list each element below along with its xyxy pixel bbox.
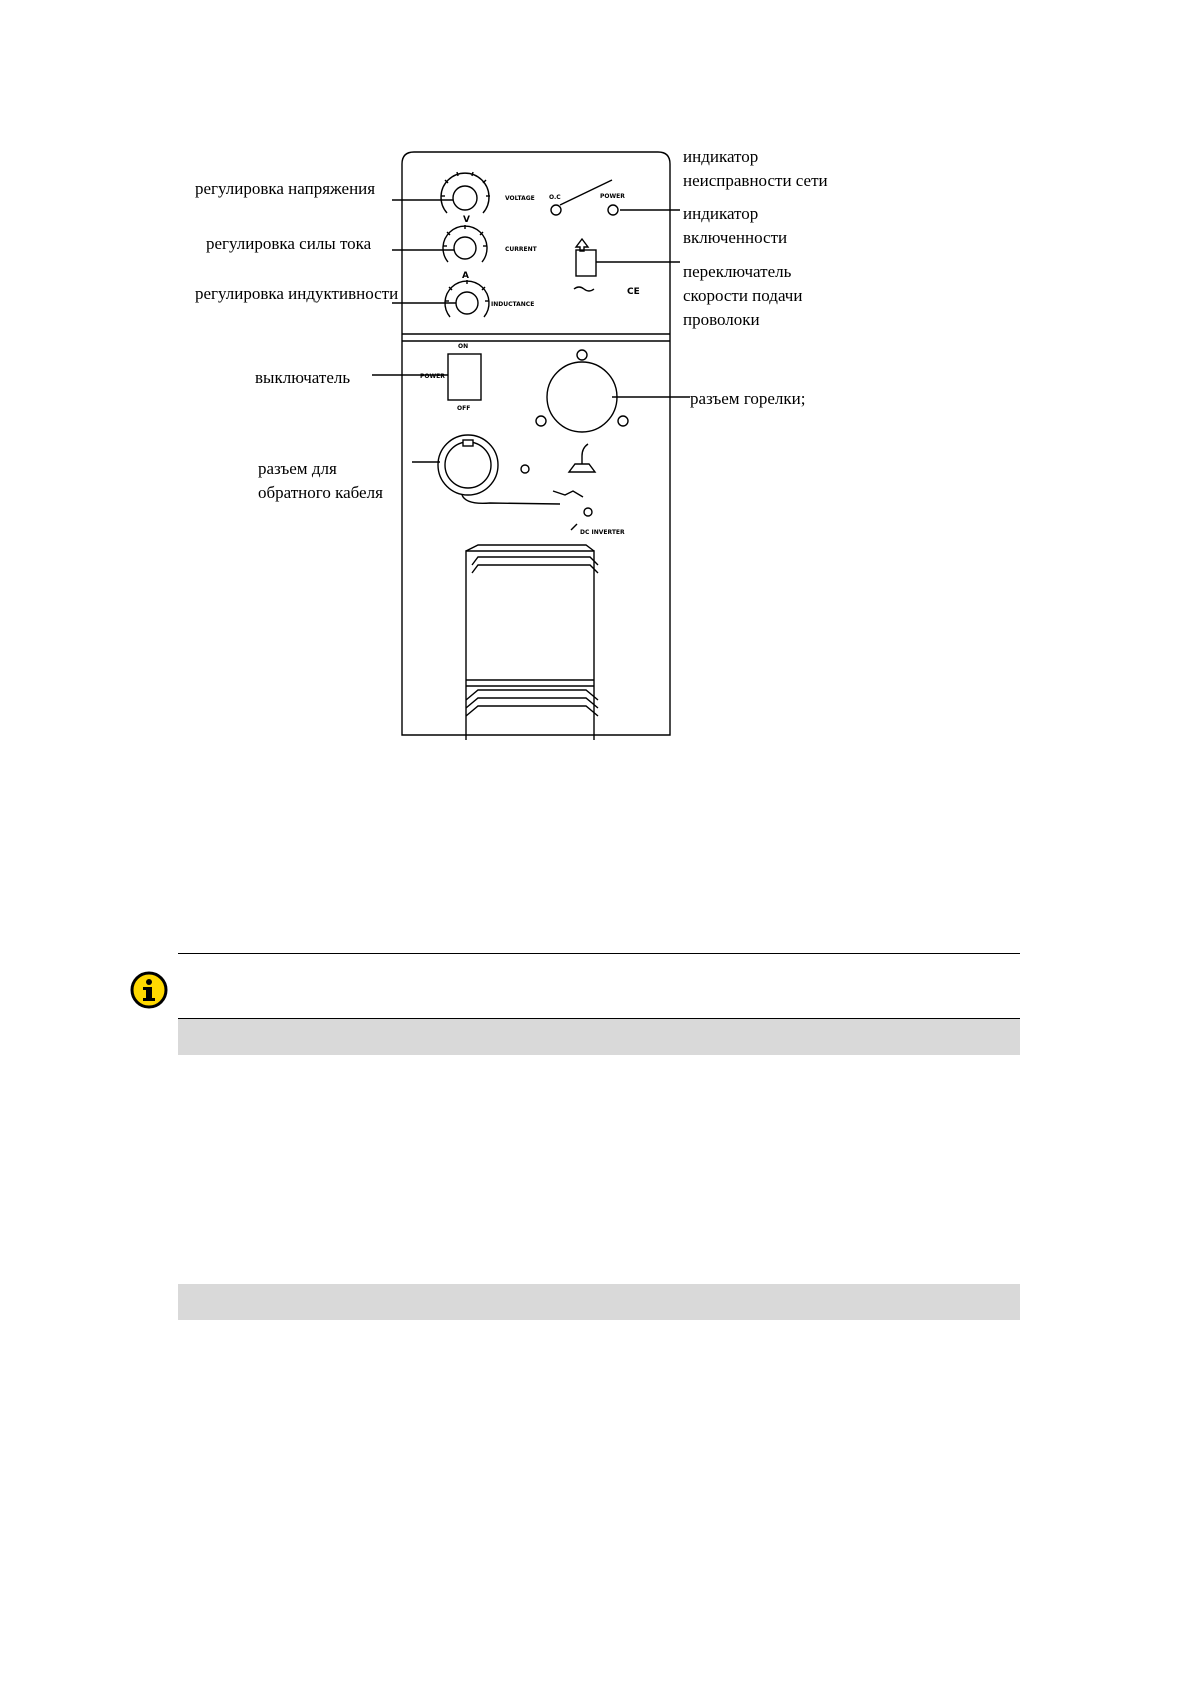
shaded-bar-2 bbox=[178, 1284, 1020, 1320]
current-knob bbox=[443, 225, 487, 262]
panel-outline bbox=[402, 152, 670, 735]
panel-power-text: POWER bbox=[600, 193, 625, 200]
note-top-rule bbox=[178, 953, 1020, 954]
label-fault-indicator: индикатор неисправности сети bbox=[683, 147, 828, 190]
label-return-cable: разъем для обратного кабеля bbox=[258, 459, 383, 502]
inductance-knob bbox=[445, 280, 489, 317]
panel-ce-text: CE bbox=[627, 287, 640, 297]
torch-connector bbox=[547, 362, 617, 432]
power-indicator-lamp bbox=[608, 205, 618, 215]
panel-oc-text: O.C bbox=[549, 194, 561, 201]
fault-indicator-lamp bbox=[551, 205, 561, 215]
label-power-indicator: индикатор включенности bbox=[683, 204, 788, 247]
shaded-bar-1 bbox=[178, 1019, 1020, 1055]
power-switch bbox=[448, 354, 481, 400]
wire-speed-switch bbox=[576, 250, 596, 276]
panel-power-switch-text: POWER bbox=[420, 373, 445, 380]
label-inductance-adjust: регулировка индуктивности bbox=[195, 284, 399, 303]
voltage-knob bbox=[441, 172, 490, 213]
panel-current-text: CURRENT bbox=[505, 246, 537, 253]
label-power-switch: выключатель bbox=[255, 368, 351, 387]
panel-dc-inverter-text: DC INVERTER bbox=[580, 529, 625, 536]
label-torch-connector: разъем горелки; bbox=[690, 389, 806, 408]
info-icon bbox=[130, 971, 168, 1009]
label-current-adjust: регулировка силы тока bbox=[206, 234, 372, 253]
label-voltage-adjust: регулировка напряжения bbox=[195, 179, 376, 198]
panel-inductance-text: INDUCTANCE bbox=[491, 301, 535, 308]
panel-voltage-text: VOLTAGE bbox=[505, 195, 535, 202]
panel-a-text: A bbox=[462, 271, 469, 281]
label-wire-speed-switch: переключатель скорости подачи проволоки bbox=[683, 262, 803, 329]
panel-off-text: OFF bbox=[457, 405, 471, 412]
panel-v-text: V bbox=[463, 215, 470, 225]
panel-on-text: ON bbox=[458, 343, 469, 350]
